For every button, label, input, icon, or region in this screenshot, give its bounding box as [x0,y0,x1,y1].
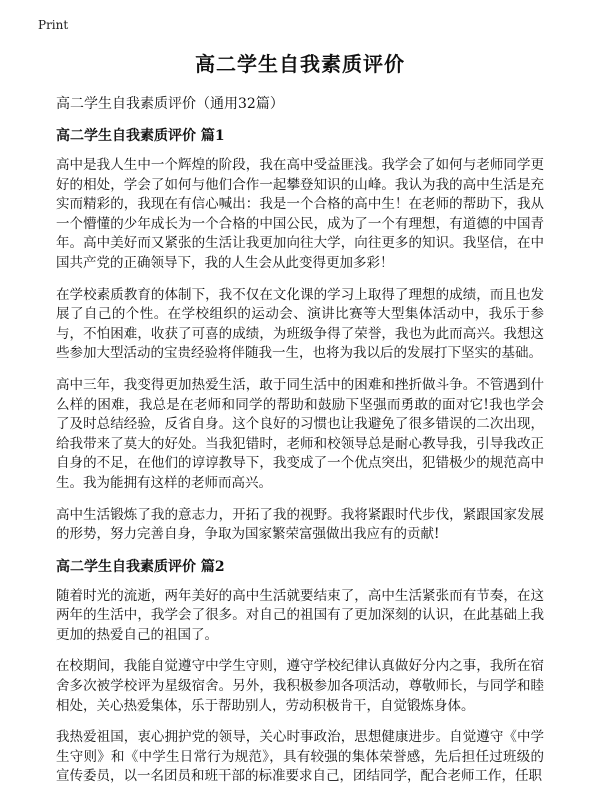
paragraph: 高中是我人生中一个辉煌的阶段，我在高中受益匪浅。我学会了如何与老师同学更好的相处，学会了如何与他们合作一起攀登知识的山峰。我认为我的高中生活是充实而精彩的，我现在有信心喊出：我是一个合格的高中生！在老师的帮助下，我从一个懵懂的少年成长为一个合格的中国公民，成为了一个有理想，有道德的中国青年。高中美好而又紧张的生活让我更加向往大学，向往更多的知识。我坚信，在中国共产党的正确领导下，我的人生会从此变得更加多彩！ [56,157,544,271]
document-title: 高二学生自我素质评价 [195,52,405,76]
section-heading-1: 高二学生自我素质评价 篇1 [56,128,225,144]
section-heading-2: 高二学生自我素质评价 篇2 [56,558,225,575]
paragraph: 随着时光的流逝，两年美好的高中生活就要结束了，高中生活紧张而有节奏，在这两年的生活中，我学会了很多。对自己的祖国有了更加深刻的认识，在此基础上我更加的热爱自己的祖国了。 [56,587,544,643]
print-link[interactable]: Print [38,18,69,32]
document-subtitle: 高二学生自我素质评价（通用32篇） [56,96,284,112]
paragraph: 高中三年，我变得更加热爱生活，敢于同生活中的困难和挫折做斗争。不管遇到什么样的困难，我总是在老师和同学的帮助和鼓励下坚强而勇敢的面对它!我也学会了及时总结经验，反省自身。这个良好的习惯也让我避免了很多错误的二次出现，给我带来了莫大的好处。当我犯错时，老师和校领导总是耐心教导我，引导我改正自身的不足，在他们的谆谆教导下，我变成了一个优点突出，犯错极少的规范高中生。我为能拥有这样的老师而高兴。 [56,376,544,491]
paragraph: 在校期间，我能自觉遵守中学生守则，遵守学校纪律认真做好分内之事，我所在宿舍多次被学校评为星级宿舍。另外，我积极参加各项活动，尊敬师长，与同学和睦相处，关心热爱集体，乐于帮助别人，劳动积极肯干，自觉锻炼身体。 [56,658,544,714]
document-body [56,50,544,799]
paragraph: 在学校素质教育的体制下，我不仅在文化课的学习上取得了理想的成绩，而且也发展了自己的个性。在学校组织的运动会、演讲比赛等大型集体活动中，我乐于参与，不怕困难，收获了可喜的成绩，为班级争得了荣誉，我也为此而高兴。我想这些参加大型活动的宝贵经验将伴随我一生，也将为我以后的发展打下坚实的基础。 [56,286,544,362]
paragraph: 高中生活锻炼了我的意志力，开拓了我的视野。我将紧跟时代步伐，紧跟国家发展的形势，努力完善自身，争取为国家繁荣富强做出我应有的贡献! [56,506,544,543]
paragraph: 我热爱祖国，衷心拥护党的领导，关心时事政治，思想健康进步。自觉遵守《中学生守则》和《中学生日常行为规范》，具有较强的集体荣誉感，先后担任过班级的宣传委员，以一名团员和班干部的标准要求自己，团结同学，配合老师工作，任职 [56,729,544,785]
